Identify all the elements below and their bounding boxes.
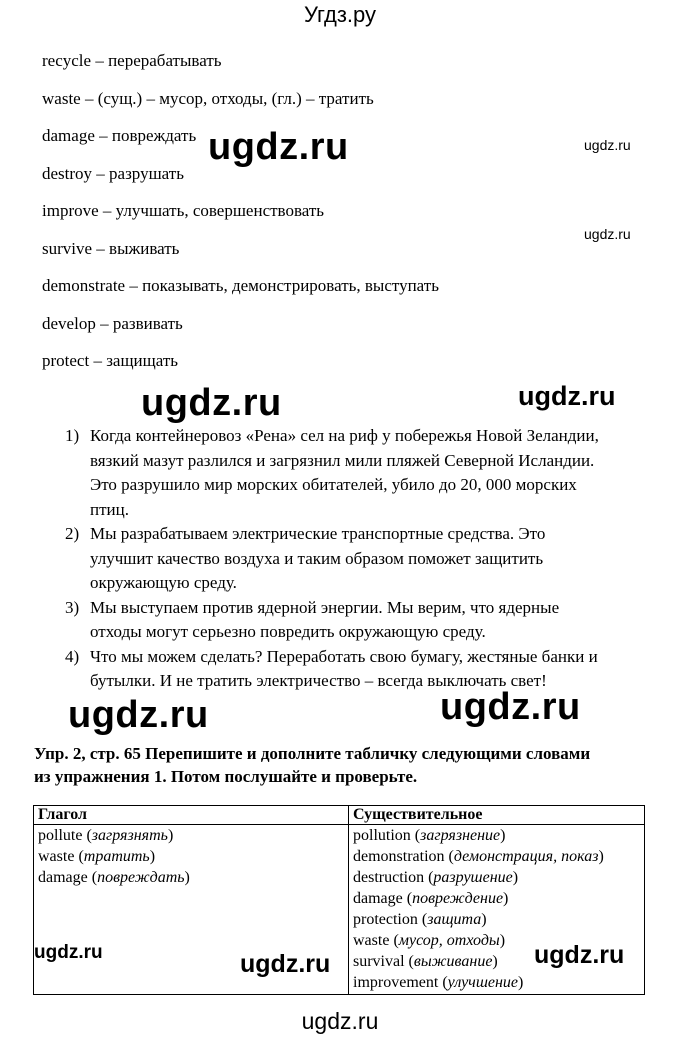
noun-entry: pollution (загрязнение) <box>353 827 506 844</box>
watermark-small: ugdz.ru <box>584 137 631 153</box>
sentence-item <box>66 522 656 596</box>
vocab-item-improve: improve – улучшать, совершенствовать <box>42 201 325 220</box>
vocab-item-destroy: destroy – разрушать <box>42 164 184 183</box>
sentence-item <box>66 596 656 645</box>
watermark-small: ugdz.ru <box>584 226 631 242</box>
watermark: ugdz.ru <box>141 382 282 424</box>
verb-entry: pollute (загрязнять) <box>38 827 174 844</box>
sentence-line: Когда контейнеровоз «Рена» сел на риф у побережья Новой Зеландии, <box>90 426 599 445</box>
exercise-heading-line: из упражнения 1. Потом послушайте и проверьте. <box>34 767 418 786</box>
noun-entry: protection (защита) <box>353 911 487 928</box>
sentence-line: птиц. <box>90 499 129 519</box>
watermark: ugdz.ru <box>440 686 581 728</box>
sentence-number: 2) <box>65 524 80 543</box>
verb-entry: waste (тратить) <box>38 848 156 865</box>
sentence-line: вязкий мазут разлился и загрязнил мили пляжей Северной Исландии. <box>90 450 595 470</box>
column-header-verb: Глагол <box>34 806 349 825</box>
watermark: ugdz.ru <box>240 950 331 978</box>
sentence-line: Мы выступаем против ядерной энергии. Мы верим, что ядерные <box>90 597 560 617</box>
watermark: ugdz.ru <box>68 694 209 736</box>
exercise-heading-line: Упр. 2, стр. 65 Перепишите и дополните табличку следующими словами <box>34 744 591 763</box>
noun-entry: demonstration (демонстрация, показ) <box>353 848 604 865</box>
translation-sentences <box>66 424 656 694</box>
vocab-item-demonstrate: demonstrate – показывать, демонстрировать, выступать <box>42 276 439 295</box>
sentence-item <box>66 424 656 522</box>
sentence-line: бутылки. И не тратить электричество – всегда выключать свет! <box>90 671 547 690</box>
vocab-item-protect: protect – защищать <box>42 351 179 370</box>
noun-entry: damage (повреждение) <box>353 890 509 907</box>
verb-entry: damage (повреждать) <box>38 869 190 886</box>
sentence-number: 1) <box>65 426 80 445</box>
sentence-line: отходы могут серьезно повредить окружающую среду. <box>90 622 486 641</box>
vocab-item-recycle: recycle – перерабатывать <box>42 51 222 70</box>
noun-entry: waste (мусор, отходы) <box>353 932 506 949</box>
sentence-line: Мы разрабатываем электрические транспортные средства. Это <box>90 524 546 543</box>
watermark: ugdz.ru <box>208 126 349 168</box>
sentence-number: 3) <box>65 597 80 617</box>
noun-entry: survival (выживание) <box>353 953 498 970</box>
sentence-line: Что мы можем сделать? Переработать свою бумагу, жестяные банки и <box>90 646 598 666</box>
page-footer: ugdz.ru <box>301 1008 379 1034</box>
noun-entry: destruction (разрушение) <box>353 869 519 886</box>
vocab-item-waste: waste – (сущ.) – мусор, отходы, (гл.) – тратить <box>42 89 374 108</box>
noun-entry: improvement (улучшение) <box>353 974 524 991</box>
vocab-item-survive: survive – выживать <box>42 239 180 258</box>
sentence-line: Это разрушило мир морских обитателей, убило до 20, 000 морских <box>90 475 577 494</box>
watermark: ugdz.ru <box>518 381 616 411</box>
page-header: Угдз.ру <box>303 2 377 27</box>
exercise-heading <box>34 742 654 788</box>
watermark: ugdz.ru <box>534 941 625 969</box>
vocab-item-damage: damage – повреждать <box>42 126 197 145</box>
table-header-row <box>34 806 645 825</box>
sentence-line: улучшит качество воздуха и таким образом поможет защитить <box>90 548 544 568</box>
column-header-noun: Существительное <box>349 806 645 825</box>
vocab-item-develop: develop – развивать <box>42 314 183 333</box>
watermark: ugdz.ru <box>34 942 103 963</box>
sentence-line: окружающую среду. <box>90 573 237 592</box>
sentence-number: 4) <box>65 646 80 666</box>
sentence-item <box>66 645 656 694</box>
